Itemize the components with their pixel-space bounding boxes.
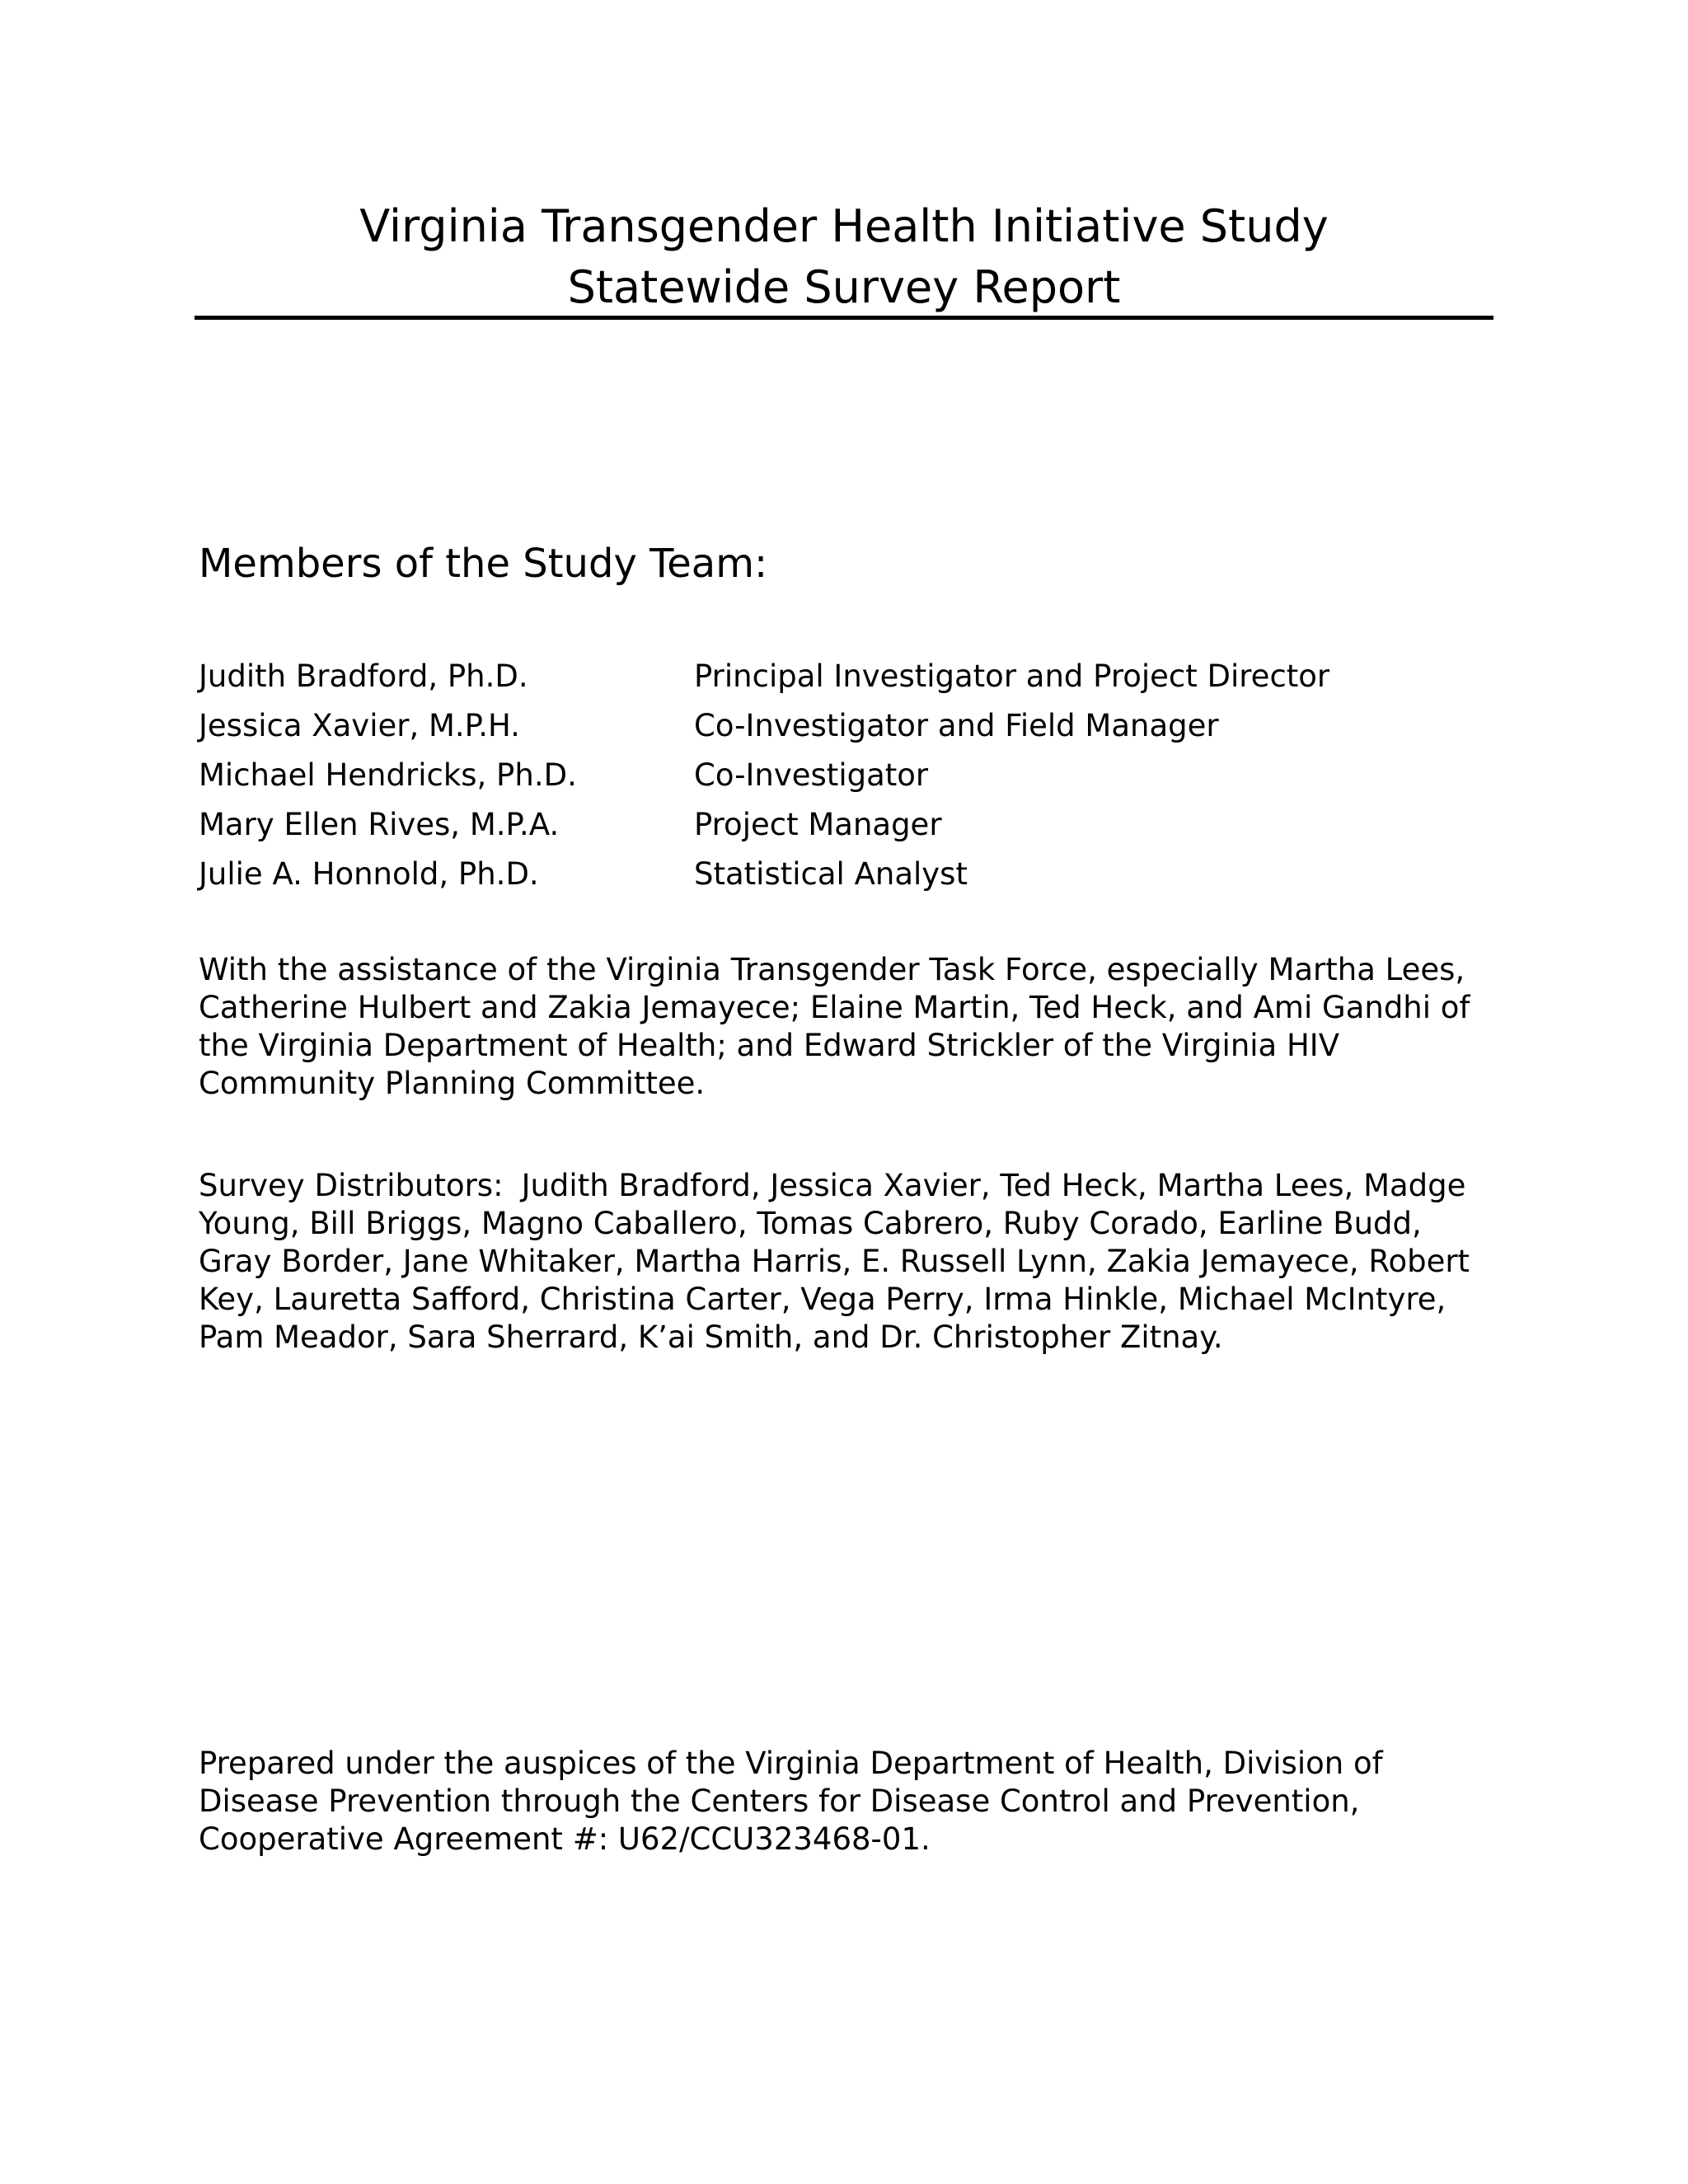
team-member-role: Principal Investigator and Project Director (694, 658, 1330, 694)
team-member-role: Statistical Analyst (694, 855, 968, 892)
team-member-role: Co-Investigator (694, 757, 929, 793)
survey-distributors-paragraph (199, 1167, 1501, 1357)
study-team-heading: Members of the Study Team: (199, 541, 768, 587)
assistance-paragraph: With the assistance of the Virginia Transgender Task Force, especially Martha Lees, Catherine Hulbert and Zakia Jemayece; Elaine Martin, Ted Heck, and Ami Gandhi of the Virginia Department of Health; and Edward Strickler of the Virginia HIV Community Planning Committee. (199, 952, 1470, 1101)
team-member-name: Mary Ellen Rives, M.P.A. (199, 806, 560, 842)
team-member-row (199, 849, 1484, 898)
team-member-row (199, 651, 1484, 701)
team-member-row (199, 750, 1484, 799)
survey-distributors-label: Survey Distributors: (199, 1168, 504, 1203)
report-title-line-2: Statewide Survey Report (567, 261, 1121, 313)
team-member-row (199, 701, 1484, 750)
survey-distributors-list: Judith Bradford, Jessica Xavier, Ted Heck, Martha Lees, Madge Young, Bill Briggs, Magno Caballero, Tomas Cabrero, Ruby Corado, Earline Budd, Gray Border, Jane Whitaker, Martha Harris, E. Russell Lynn, Zakia Jemayece, Robert Key, Lauretta Safford, Christina Carter, Vega Perry, Irma Hinkle, Michael McIntyre, Pam Meador, Sara Sherrard, K’ai Smith, and Dr. Christopher Zitnay. (199, 1168, 1470, 1355)
team-member-name: Jessica Xavier, M.P.H. (199, 707, 520, 743)
team-member-name: Julie A. Honnold, Ph.D. (199, 855, 539, 892)
team-member-name: Michael Hendricks, Ph.D. (199, 757, 577, 793)
study-team-list (199, 651, 1484, 898)
prepared-under-paragraph: Prepared under the auspices of the Virginia Department of Health, Division of Disease Prevention through the Centers for Disease Control and Prevention, Cooperative Agreement #: U62/CCU323468-01. (199, 1746, 1383, 1857)
team-member-row (199, 799, 1484, 849)
team-member-role: Co-Investigator and Field Manager (694, 707, 1219, 743)
team-member-name: Judith Bradford, Ph.D. (199, 658, 528, 694)
report-title-line-1: Virginia Transgender Health Initiative Study (359, 200, 1329, 252)
team-member-role: Project Manager (694, 806, 942, 842)
report-title (195, 196, 1493, 318)
title-underline-rule (195, 316, 1493, 320)
